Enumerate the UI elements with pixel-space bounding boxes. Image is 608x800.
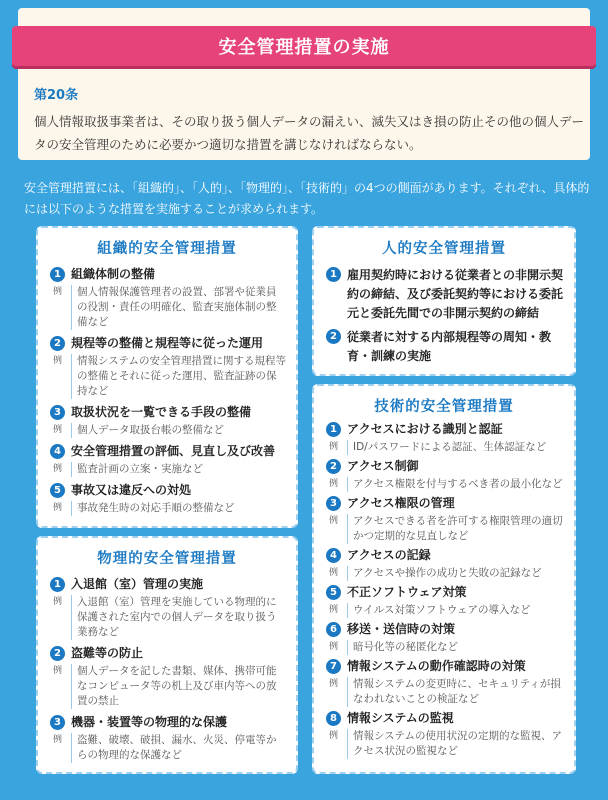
number-badge-icon: 1 <box>50 577 65 592</box>
example-text: 情報システムの使用状況の定期的な監視、アクセス状況の監視など <box>347 729 564 759</box>
example-label: 例 <box>52 666 62 676</box>
item-heading-text: 移送・送信時の対策 <box>347 622 456 636</box>
item-heading <box>326 495 564 512</box>
example-row <box>326 677 564 707</box>
example-label: 例 <box>52 464 62 474</box>
example-text: 盗難、破壊、破損、漏水、火災、停電等からの物理的な保護など <box>71 733 286 763</box>
example-text: アクセスや操作の成功と失敗の記録など <box>347 566 564 581</box>
example-row <box>50 462 286 477</box>
number-badge-icon: 2 <box>50 646 65 661</box>
item-heading-text: 組織体制の整備 <box>71 267 156 281</box>
item-heading-text: アクセスにおける識別と認証 <box>347 422 503 436</box>
number-badge-icon: 3 <box>50 405 65 420</box>
list-item <box>314 458 574 492</box>
item-heading <box>326 458 564 475</box>
item-heading <box>50 645 286 662</box>
example-row <box>326 477 564 492</box>
list-item <box>38 335 296 399</box>
example-row <box>50 285 286 330</box>
number-badge-icon: 1 <box>326 267 341 282</box>
item-heading-text: 取扱状況を一覧できる手段の整備 <box>71 405 252 419</box>
list-item <box>314 421 574 455</box>
panel-technical <box>312 384 576 774</box>
list-item <box>38 404 296 438</box>
item-heading <box>50 714 286 731</box>
example-row <box>326 514 564 544</box>
item-heading <box>50 404 286 421</box>
item-heading-text: 入退館（室）管理の実施 <box>71 577 204 591</box>
item-heading <box>326 547 564 564</box>
list-item <box>38 443 296 477</box>
item-heading <box>326 421 564 438</box>
example-row <box>50 595 286 640</box>
example-label: 例 <box>328 516 338 526</box>
item-heading-text: アクセスの記録 <box>347 548 431 562</box>
item-heading <box>326 584 564 601</box>
example-row <box>326 603 564 618</box>
number-badge-icon: 2 <box>326 459 341 474</box>
example-label: 例 <box>328 731 338 741</box>
list-item <box>314 328 574 366</box>
number-badge-icon: 1 <box>326 422 341 437</box>
list-item <box>314 495 574 544</box>
item-heading-text: 機器・装置等の物理的な保護 <box>71 715 228 729</box>
item-heading <box>326 658 564 675</box>
example-text: ウイルス対策ソフトウェアの導入など <box>347 603 564 618</box>
number-badge-icon: 7 <box>326 659 341 674</box>
example-text: アクセス権限を付与するべき者の最小化など <box>347 477 564 492</box>
item-heading <box>50 482 286 499</box>
number-badge-icon: 5 <box>50 483 65 498</box>
list-item <box>38 266 296 330</box>
intro-text: 安全管理措置には、「組織的」、「人的」、「物理的」、「技術的」の4つの側面があります。それぞれ、具体的には以下のような措置を実施することが求められます。 <box>24 181 590 216</box>
example-text: 情報システムの安全管理措置に関する規程等の整備とそれに従った運用、監査証跡の保持など <box>71 354 286 399</box>
list-item <box>38 482 296 516</box>
item-heading-text: アクセス制御 <box>347 459 419 473</box>
article-number: 第20条 <box>34 88 79 103</box>
example-row <box>50 664 286 709</box>
example-label: 例 <box>328 642 338 652</box>
example-text: 暗号化等の秘匿化など <box>347 640 564 655</box>
example-row <box>50 501 286 516</box>
panel-physical <box>36 536 298 774</box>
item-heading-text: 盗難等の防止 <box>71 646 144 660</box>
item-heading-text: 規程等の整備と規程等に従った運用 <box>71 336 264 350</box>
example-label: 例 <box>328 442 338 452</box>
number-badge-icon: 3 <box>326 496 341 511</box>
number-badge-icon: 4 <box>326 548 341 563</box>
example-label: 例 <box>52 597 62 607</box>
example-text: 個人データを記した書類、媒体、携帯可能なコンピュータ等の机上及び車内等への放置の禁止 <box>71 664 286 709</box>
item-heading-text: 従業者に対する内部規程等の周知・教育・訓練の実施 <box>347 330 552 363</box>
list-item <box>314 547 574 581</box>
example-row <box>326 729 564 759</box>
number-badge-icon: 3 <box>50 715 65 730</box>
example-text: ID/パスワードによる認証、生体認証など <box>347 440 564 455</box>
item-heading <box>50 576 286 593</box>
item-heading-text: 情報システムの監視 <box>347 711 454 725</box>
number-badge-icon: 1 <box>50 267 65 282</box>
number-badge-icon: 2 <box>50 336 65 351</box>
item-heading-text: 情報システムの動作確認時の対策 <box>347 659 526 673</box>
example-row <box>326 566 564 581</box>
example-label: 例 <box>328 479 338 489</box>
example-row <box>326 440 564 455</box>
example-text: 監査計画の立案・実施など <box>71 462 286 477</box>
example-text: 個人情報保護管理者の設置、部署や従業員の役割・責任の明確化、監査実施体制の整備など <box>71 285 286 330</box>
item-heading-text: 雇用契約時における従業者との非開示契約の締結、及び委託契約等における委託元と委託先間での非開示契約の締結 <box>347 268 564 320</box>
list-item <box>314 584 574 618</box>
number-badge-icon: 5 <box>326 585 341 600</box>
number-badge-icon: 6 <box>326 622 341 637</box>
number-badge-icon: 4 <box>50 444 65 459</box>
example-label: 例 <box>328 605 338 615</box>
item-heading-text: アクセス権限の管理 <box>347 496 455 510</box>
example-label: 例 <box>328 679 338 689</box>
panel-human <box>312 226 576 376</box>
article-text: 個人情報取扱事業者は、その取り扱う個人データの漏えい、滅失又はき損の防止その他の個人データの安全管理のために必要かつ適切な措置を講じなければならない。 <box>34 114 585 152</box>
example-label: 例 <box>52 503 62 513</box>
list-item <box>314 658 574 707</box>
example-label: 例 <box>328 568 338 578</box>
item-heading <box>50 443 286 460</box>
number-badge-icon: 8 <box>326 711 341 726</box>
list-item <box>38 714 296 763</box>
example-label: 例 <box>52 735 62 745</box>
example-row <box>50 354 286 399</box>
page-title: 安全管理措置の実施 <box>12 26 596 66</box>
example-text: 情報システムの変更時に、セキュリティが損なわれないことの検証など <box>347 677 564 707</box>
example-text: 入退館（室）管理を実施している物理的に保護された室内での個人データを取り扱う業務など <box>71 595 286 640</box>
example-label: 例 <box>52 356 62 366</box>
panel-organizational <box>36 226 298 528</box>
item-heading <box>50 266 286 283</box>
example-text: アクセスできる者を許可する権限管理の適切かつ定期的な見直しなど <box>347 514 564 544</box>
item-heading <box>326 710 564 727</box>
list-item <box>38 645 296 709</box>
example-label: 例 <box>52 425 62 435</box>
item-heading <box>326 328 564 366</box>
example-label: 例 <box>52 287 62 297</box>
example-row <box>326 640 564 655</box>
list-item <box>314 710 574 759</box>
panel-title: 技術的安全管理措置 <box>374 399 514 415</box>
item-heading <box>50 335 286 352</box>
panel-title: 物理的安全管理措置 <box>97 551 237 567</box>
example-text: 個人データ取扱台帳の整備など <box>71 423 286 438</box>
example-text: 事故発生時の対応手順の整備など <box>71 501 286 516</box>
panel-title: 人的安全管理措置 <box>382 241 506 257</box>
panel-title: 組織的安全管理措置 <box>97 241 237 257</box>
list-item <box>314 266 574 323</box>
example-row <box>50 733 286 763</box>
example-row <box>50 423 286 438</box>
item-heading-text: 事故又は違反への対処 <box>71 483 192 497</box>
list-item <box>38 576 296 640</box>
item-heading-text: 不正ソフトウェア対策 <box>347 585 467 599</box>
item-heading <box>326 621 564 638</box>
list-item <box>314 621 574 655</box>
item-heading-text: 安全管理措置の評価、見直し及び改善 <box>71 444 276 458</box>
item-heading <box>326 266 564 323</box>
number-badge-icon: 2 <box>326 329 341 344</box>
